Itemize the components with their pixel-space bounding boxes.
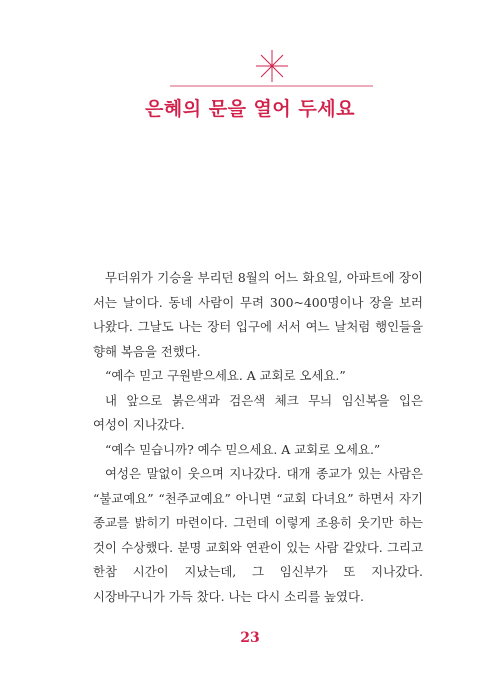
paragraph: “예수 믿고 구원받으세요. A 교회로 오세요.”: [105, 368, 346, 383]
paragraph: 무더위가 기승을 부리던 8월의 어느 화요일, 아파트에 장이 서는 날이다. 동네 사람이 무려 300~400명이나 장을 보러 나왔다. 그날도 나는 장터 입구에 서서 여느 날처럼 행인들을 향해 복음을 전했다.: [93, 270, 423, 359]
page-number: 23: [240, 630, 260, 646]
sparkle-star-icon: [256, 50, 288, 82]
chapter-title: 은혜의 문을 열어 두세요: [145, 98, 355, 120]
paragraph: “예수 믿습니까? 예수 믿으세요. A 교회로 오세요.”: [105, 441, 381, 457]
paragraph: 여성은 말없이 웃으며 지나갔다. 대개 종교가 있는 사람은 “불교예요” “천주교예요” 아니면 “교회 다녀요” 하면서 자기 종교를 밝히기 마련이다. 그런데 이렇게 조용히 웃기만 하는 것이 수상했다. 분명 교회와 연관이 있는 사람 같았다. 그리고 한참 시간이 지났는데, 그 임신부가 또 지나갔다. 시장바구니가 가득 찼다. 나는 다시 소리를 높였다.: [93, 466, 423, 604]
body-text: [93, 266, 423, 609]
paragraph: 내 앞으로 붉은색과 검은색 체크 무늬 임신복을 입은 여성이 지나갔다.: [93, 392, 423, 432]
